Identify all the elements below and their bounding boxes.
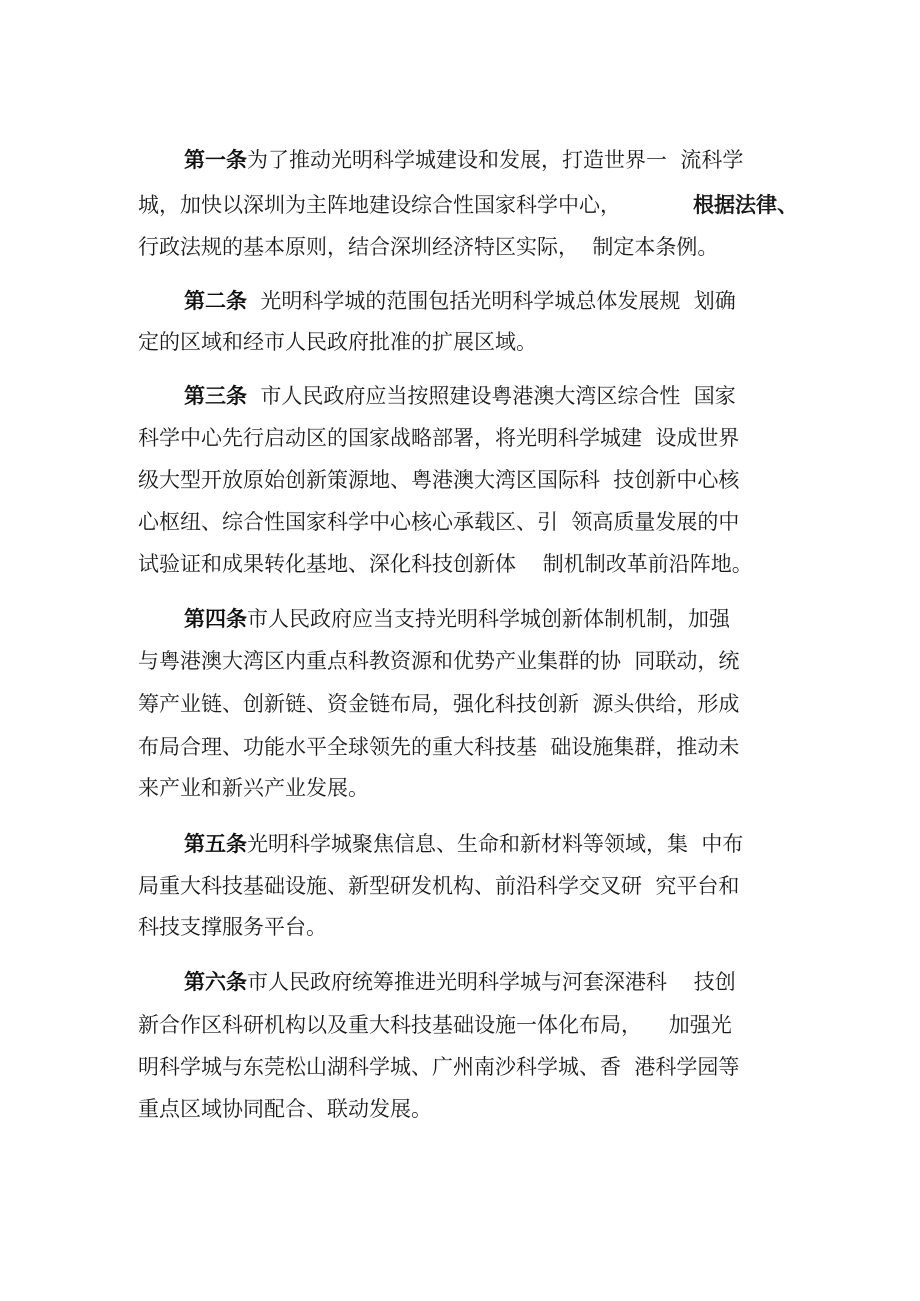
article-3-line-1 (184, 381, 736, 411)
article-4-text-4: 布局合理、功能水平全球领先的重大科技基 础设施集群，推动未 (138, 735, 740, 759)
article-6-text-4: 重点区域协同配合、联动发展。 (138, 1097, 432, 1121)
article-4-heading: 第四条 (184, 607, 247, 631)
article-1-line-3 (138, 232, 718, 262)
article-1-text-2: 城，加快以深圳为主阵地建设综合性国家科学中心， (138, 193, 621, 217)
article-5-text-1: 光明科学城聚焦信息、生命和新材料等领域，集 中布 (247, 832, 744, 856)
article-6-line-2 (138, 1010, 732, 1040)
article-3-heading: 第三条 (184, 384, 247, 408)
article-4-line-1 (184, 604, 730, 634)
article-6-line-4 (138, 1094, 432, 1124)
article-4-line-3 (138, 689, 739, 719)
article-1-heading: 第一条 (184, 148, 247, 172)
article-6-line-1 (184, 967, 736, 997)
article-1-line-1 (184, 145, 743, 175)
article-3-line-3 (138, 465, 739, 495)
article-2-line-2 (138, 327, 537, 357)
article-4-text-5: 来产业和新兴产业发展。 (138, 776, 369, 800)
article-6-text-2: 新合作区科研机构以及重大科技基础设施一体化布局， 加强光 (138, 1013, 732, 1037)
article-4-text-1: 市人民政府应当支持光明科学城创新体制机制，加强 (247, 607, 730, 631)
article-1-line-2 (138, 190, 621, 220)
article-5-line-3 (138, 912, 327, 942)
article-6-text-1: 市人民政府统筹推进光明科学城与河套深港科 技创 (247, 970, 736, 994)
article-2-line-1 (184, 286, 736, 316)
article-1-text-1: 为了推动光明科学城建设和发展，打造世界一 流科学 (247, 148, 744, 172)
article-4-text-2: 与粤港澳大湾区内重点科教资源和优势产业集群的协 同联动，统 (138, 649, 740, 673)
article-4-line-4 (138, 732, 739, 762)
article-5-text-2: 局重大科技基础设施、新型研发机构、前沿科学交叉研 究平台和 (138, 874, 740, 898)
article-3-text-1: 市人民政府应当按照建设粤港澳大湾区综合性 国家 (247, 384, 736, 408)
article-5-line-1 (184, 829, 743, 859)
article-3-line-5 (138, 549, 753, 579)
article-2-text-1: 光明科学城的范围包括光明科学城总体发展规 划确 (247, 289, 736, 313)
article-6-text-3: 明科学城与东莞松山湖科学城、广州南沙科学城、香 港科学园等 (138, 1055, 740, 1079)
article-3-text-3: 级大型开放原始创新策源地、粤港澳大湾区国际科 技创新中心核 (138, 468, 740, 492)
article-1-text-3: 行政法规的基本原则，结合深圳经济特区实际， 制定本条例。 (138, 235, 719, 259)
article-6-heading: 第六条 (184, 970, 247, 994)
article-5-line-2 (138, 871, 739, 901)
article-2-text-2: 定的区域和经市人民政府批准的扩展区域。 (138, 330, 537, 354)
article-5-heading: 第五条 (184, 832, 247, 856)
article-3-text-2: 科学中心先行启动区的国家战略部署，将光明科学城建 设成世界 (138, 426, 740, 450)
article-5-text-3: 科技支撑服务平台。 (138, 915, 327, 939)
article-4-text-3: 筹产业链、创新链、资金链布局，强化科技创新 源头供给，形成 (138, 692, 740, 716)
article-4-line-2 (138, 646, 739, 676)
article-1-bold-phrase: 根据法律、 (693, 193, 798, 217)
article-6-line-3 (138, 1052, 739, 1082)
article-2-heading: 第二条 (184, 289, 247, 313)
article-3-text-4: 心枢纽、综合性国家科学中心核心承载区、引 领高质量发展的中 (138, 510, 740, 534)
article-4-line-5 (138, 773, 369, 803)
article-3-line-4 (138, 507, 739, 537)
article-3-text-5: 试验证和成果转化基地、深化科技创新体 制机制改革前沿阵地。 (138, 552, 753, 576)
article-3-line-2 (138, 423, 739, 453)
